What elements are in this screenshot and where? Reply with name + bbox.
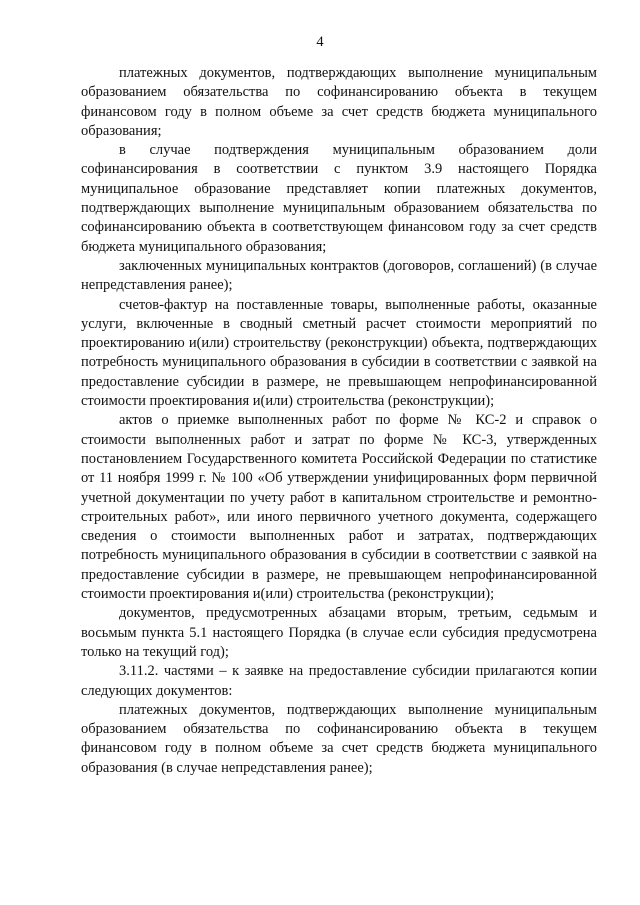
page-number: 4: [316, 34, 324, 50]
paragraph-documents-clause-5-1: документов, предусмотренных абзацами вторым, третьим, седьмым и восьмым пункта 5.1 настоящего Порядка (в случае если субсидия предусмотрена только на текущий год);: [81, 605, 597, 660]
paragraph-3-11-2: 3.11.2. частями – к заявке на предоставление субсидии прилагаются копии следующих документов:: [81, 663, 597, 699]
paragraph-acceptance-acts: актов о приемке выполненных работ по форме № КС-2 и справок о стоимости выполненных работ и затрат по форме № КС-3, утвержденных постановлением Государственного комитета Российской Федерации по статистике от 11 ноября 1999 г. № 100 «Об утверждении унифицированных форм первичной учетной документации по учету работ в капитальном строительстве и ремонтно-строительных работ», или иного первичного учетного документа, содержащего сведения о стоимости выполненных работ и затратах, подтверждающих потребность муниципального образования в субсидии в соответствии с заявкой на предоставление субсидии в размере, не превышающем непрофинансированной стоимости проектирования и(или) строительства (реконструкции);: [81, 412, 597, 603]
paragraph-cofinancing-confirmation: в случае подтверждения муниципальным образованием доли софинансирования в соответствии с пунктом 3.9 настоящего Порядка муниципальное образование представляет копии платежных документов, подтверждающих выполнение муниципальным образованием обязательства по софинансированию объекта в соответствующем финансовом году за счет средств бюджета муниципального образования;: [81, 142, 597, 255]
paragraph-payment-documents: платежных документов, подтверждающих выполнение муниципальным образованием обязательства по софинансированию объекта в текущем финансовом году в полном объеме за счет средств бюджета муниципального образования;: [81, 65, 597, 139]
paragraph-municipal-contracts: заключенных муниципальных контрактов (договоров, соглашений) (в случае непредставления ранее);: [81, 257, 597, 294]
paragraph-payment-documents-partial: платежных документов, подтверждающих выполнение муниципальным образованием обязательства по софинансированию объекта в текущем финансовом году в полном объеме за счет средств бюджета муниципального образования (в случае непредставления ранее);: [81, 701, 597, 776]
paragraph-invoices: счетов-фактур на поставленные товары, выполненные работы, оказанные услуги, включенные в сводный сметный расчет стоимости мероприятий по проектированию и(или) строительству (реконструкции) объекта, подтверждающих потребность муниципального образования в субсидии в соответствии с заявкой на предоставление субсидии в размере, не превышающем непрофинансированной стоимости проектирования и(или) строительства (реконструкции);: [81, 296, 597, 410]
document-body: [81, 64, 597, 778]
